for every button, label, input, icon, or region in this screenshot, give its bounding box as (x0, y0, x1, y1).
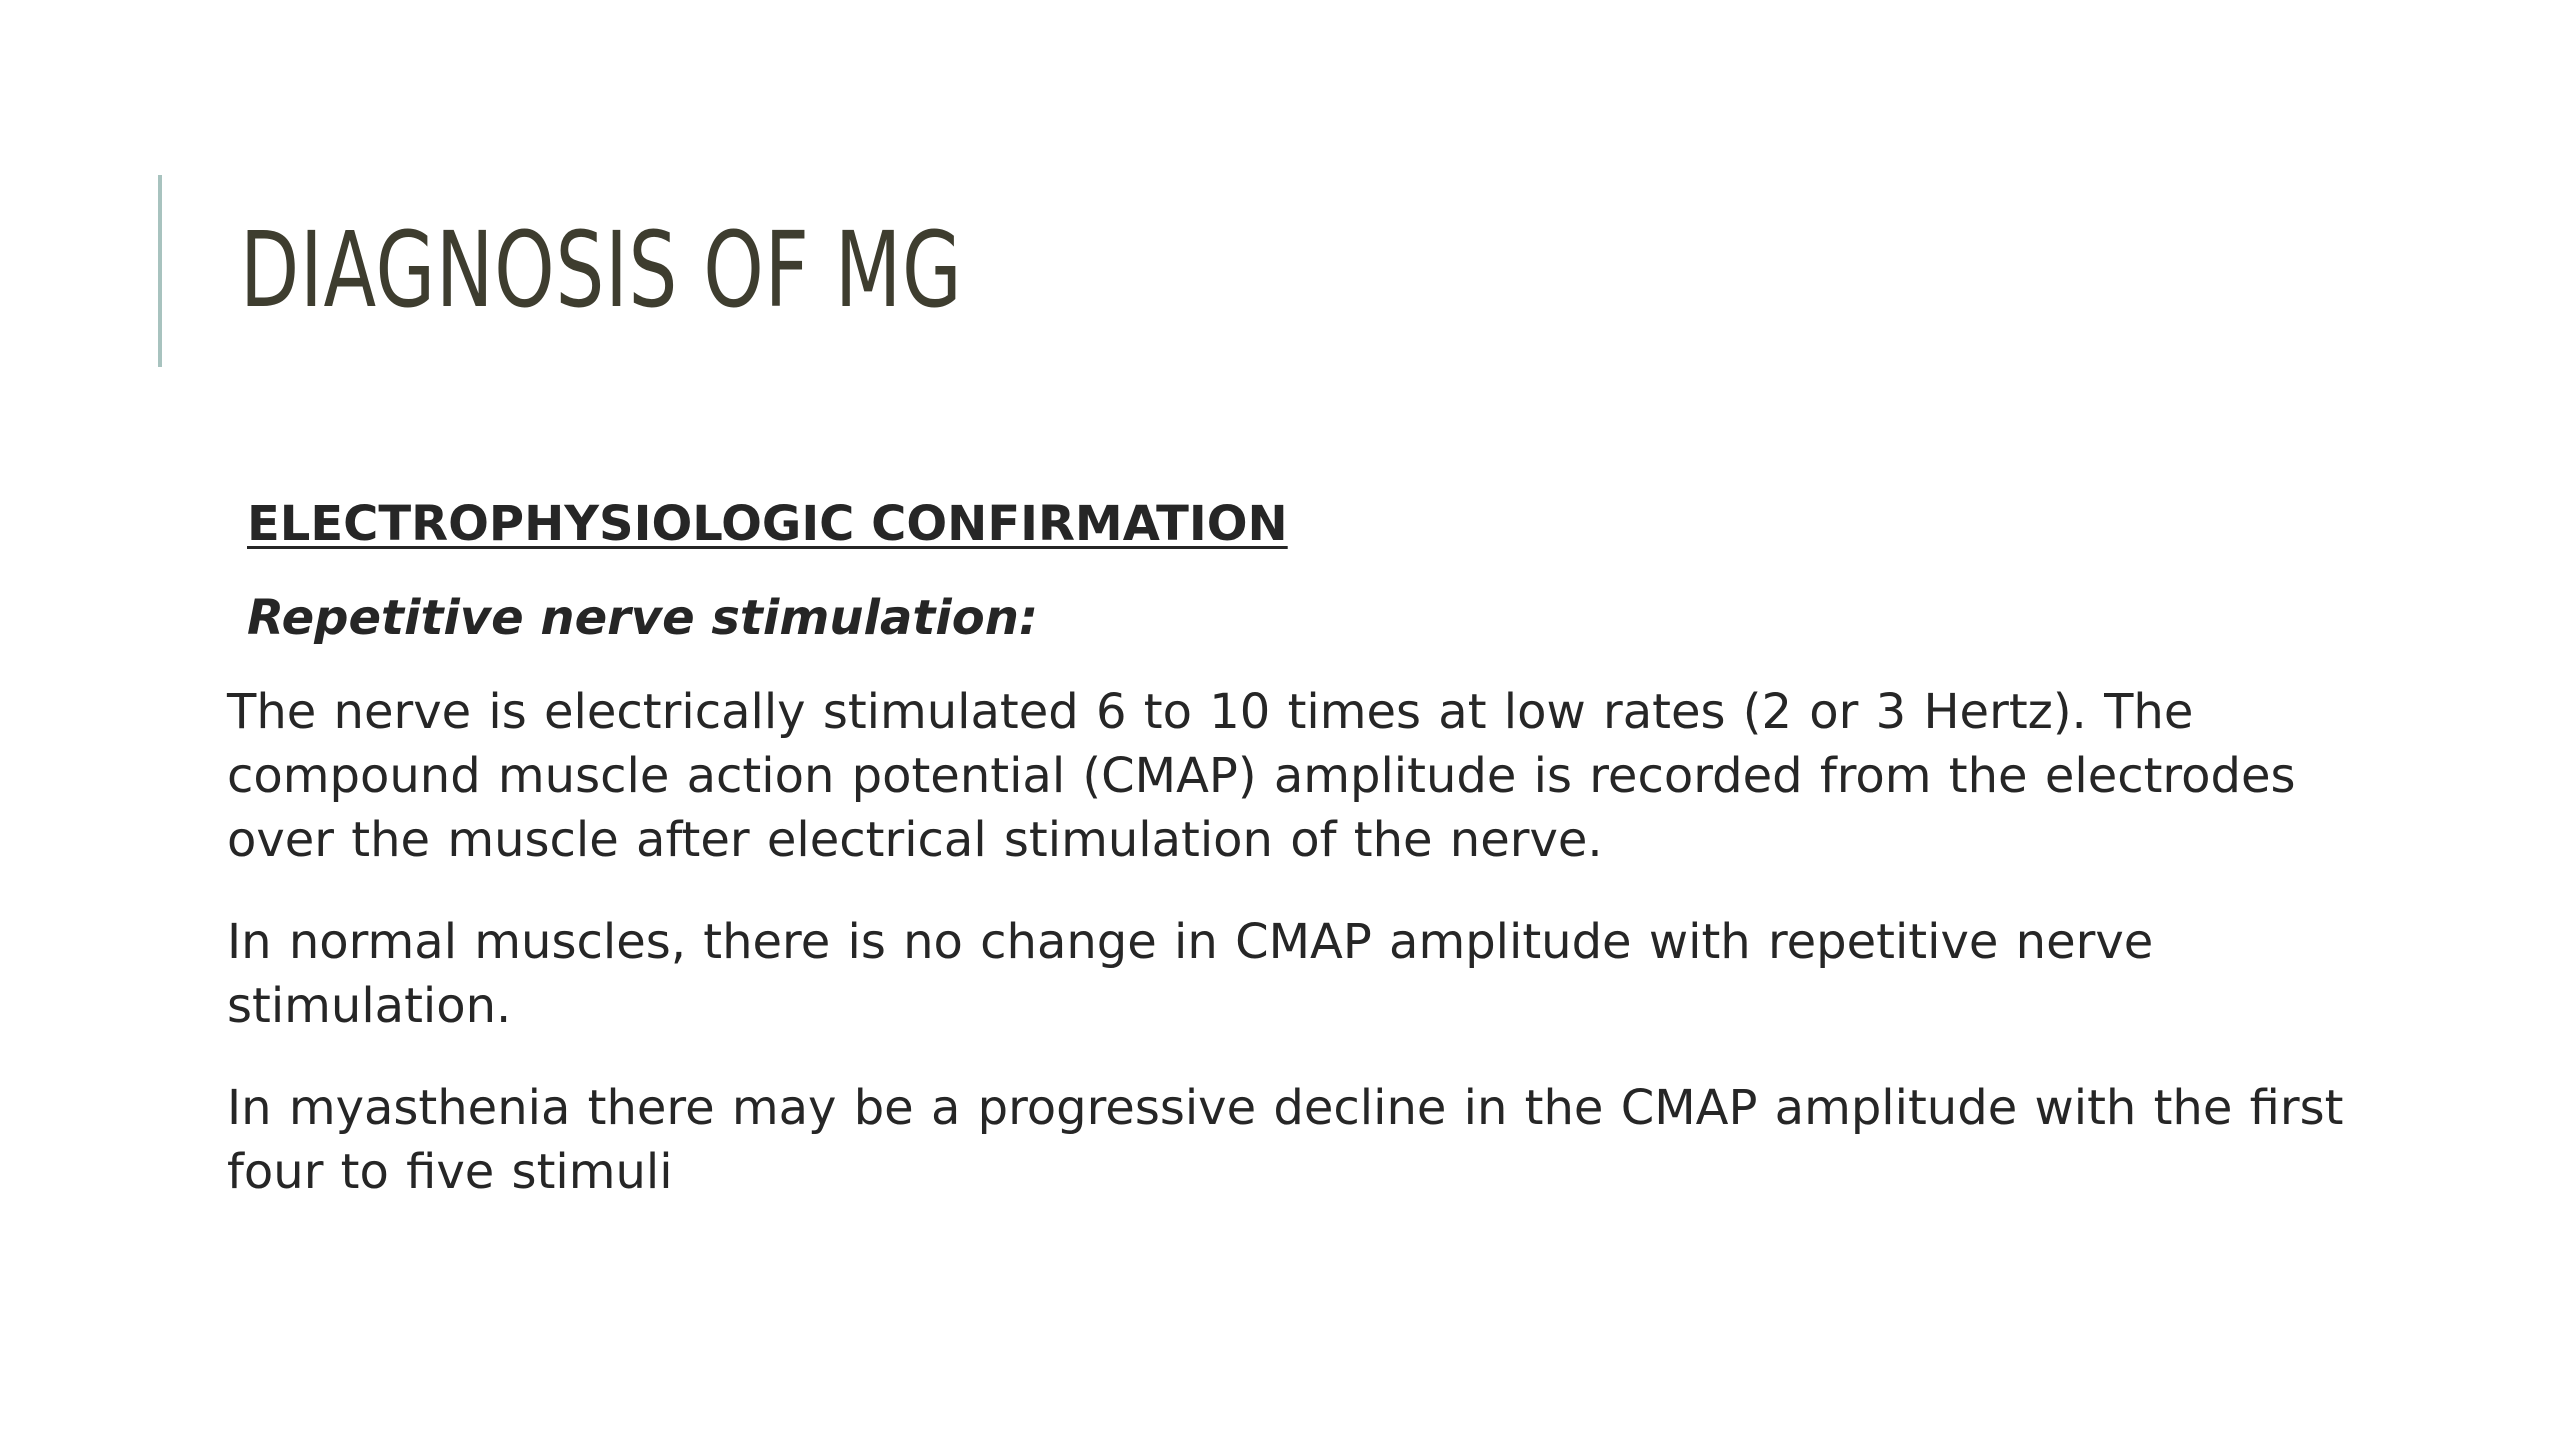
paragraph-normal-muscles: In normal muscles, there is no change in CMAP amplitude with repetitive nerve stimulation. (227, 914, 2154, 1034)
title-accent-bar (158, 175, 162, 367)
subheading: Repetitive nerve stimulation: (247, 590, 1039, 646)
paragraph-procedure: The nerve is electrically stimulated 6 to 10 times at low rates (2 or 3 Hertz). The compound muscle action potential (CMAP) amplitude is recorded from the electrodes over the muscle after electrical stimulation of the nerve. (227, 684, 2296, 868)
paragraph-myasthenia: In myasthenia there may be a progressive decline in the CMAP amplitude with the first four to five stimuli (227, 1080, 2344, 1200)
slide-title: DIAGNOSIS OF MG (240, 209, 963, 331)
slide-content (227, 488, 2367, 1242)
section-heading: ELECTROPHYSIOLOGIC CONFIRMATION (247, 496, 1288, 552)
